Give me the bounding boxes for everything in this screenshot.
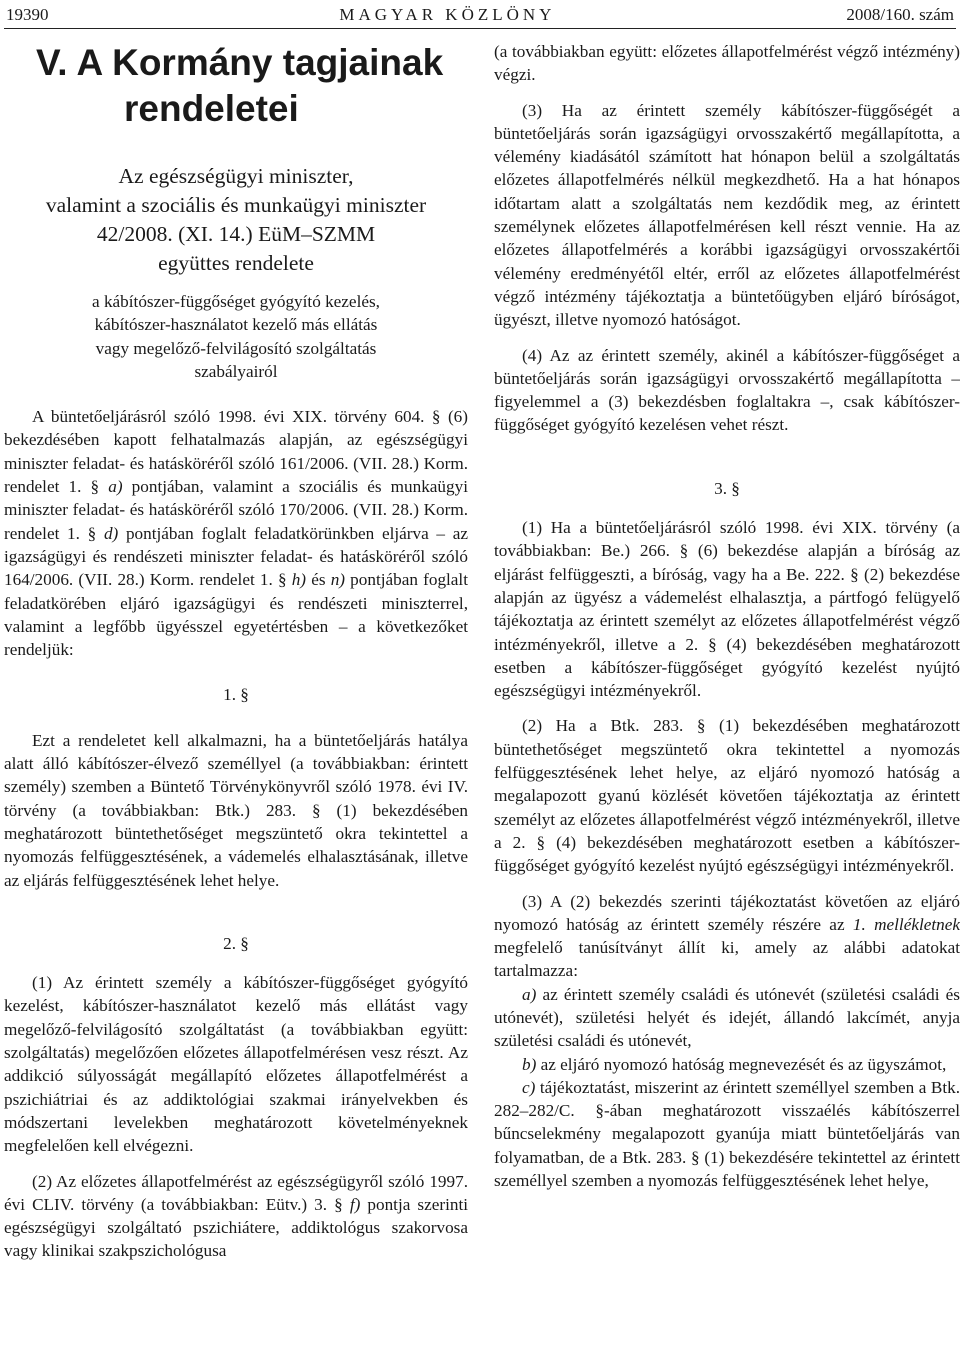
list-item-c bbox=[494, 1076, 960, 1192]
point-reference: f) bbox=[349, 1194, 361, 1214]
list-item-a bbox=[494, 983, 960, 1053]
decree-subject-line: kábítószer-használatot kezelő más ellátás bbox=[94, 315, 378, 335]
list-item-text: az eljáró nyomozó hatóság megnevezését és az ügyszámot, bbox=[536, 1054, 947, 1074]
decree-heading-line: 42/2008. (XI. 14.) EüM–SZMM bbox=[96, 222, 376, 246]
paragraph-2-sub-1: (1) Az érintett személy a kábítószer-függőséget gyógyító kezelést, kábítószer-használatot kezelő más ellátást vagy megelőző-felvilágosító szolgáltatást (a továbbiakban együtt: szolgáltatás) megelőzően előzetes állapotfelmérésen vesz részt. Az addikció súlyosságát megállapító előzetes állapotfelmérést a pszichiátriai és az addiktológiai szakmai irányelvekben és módszertani levelekben meghatározott követelményeknek megfelelően kell elvégezni. bbox=[4, 973, 468, 1156]
paragraph-3-sub-3 bbox=[494, 890, 960, 983]
preamble-point: d) bbox=[103, 523, 119, 543]
preamble-text: és bbox=[306, 570, 331, 590]
paragraph-text: pontja szerinti egészségügyi szolgáltató pszichiátere, addiktológus szakorvosa vagy klinikai szakpszichológusa bbox=[4, 1194, 468, 1261]
decree-subject-line: vagy megelőző-felvilágosító szolgáltatás bbox=[95, 338, 377, 358]
section-title-line2: rendeletei bbox=[124, 88, 299, 129]
issue-number: 2008/160. szám bbox=[846, 5, 954, 24]
decree-subject-line: szabályairól bbox=[194, 361, 278, 381]
preamble-text: pontjában foglalt feladatkörében eljáró igazságügyi és rendészeti miniszterrel, valamint a legfőbb ügyésszel egyetértésben – a következőket rendeljük: bbox=[4, 570, 468, 660]
paragraph-heading-1: 1. § bbox=[223, 685, 249, 705]
page-number: 19390 bbox=[6, 5, 49, 24]
paragraph-3-sub-2: (2) Ha a Btk. 283. § (1) bekezdésében meghatározott büntethetőséget megszüntető okra tekintettel a nyomozás felfüggesztésének lehet helye, az eljáró nyomozó hatóság a megalapozott gyanú közlését követően tájékoztatja az érintett személyt az előzetes állapotfelmérést végző intézményekről, illetve a 2. § (4) bekezdésében meghatározott esetben a kábítószer-függőséget gyógyító kezelést nyújtó egészségügyi intézményekről. bbox=[494, 716, 960, 876]
preamble bbox=[4, 405, 468, 661]
paragraph-3-sub-1: (1) Ha a büntetőeljárásról szóló 1998. évi XIX. törvény (a továbbiakban: Be.) 266. § (6) bekezdése alapján a bíróság az eljárást felfüggeszti, a bíróság, vagy ha a Be. 222. § (2) bekezdése alapján az ügyész a vádemelést elhalasztja, a pártfogó felügyelő tájékoztatja az érintett személyt az előzetes állapotfelmérést végző intézményekről, illetve a 2. § (4) bekezdésében meghatározott esetben a kábítószer-függőséget gyógyító kezelést nyújtó egészségügyi intézményekről. bbox=[494, 518, 960, 701]
decree-heading bbox=[4, 162, 468, 278]
paragraph-1-text: Ezt a rendeletet kell alkalmazni, ha a büntetőeljárás hatálya alatt álló kábítószer-élvező személlyel (a továbbiakban: érintett személy) szemben a Büntető Törvénykönyvről szóló 1978. évi IV. törvény (a továbbiakban: Btk.) 283. § (1) bekezdésében meghatározott büntethetőséget megszüntető okra tekintettel a nyomozás felfüggesztésének, a vádemelés elhalasztásának, illetve az eljárás felfüggesztésének lehet helye. bbox=[4, 730, 468, 890]
list-item-b bbox=[494, 1053, 960, 1076]
preamble-text: pontjában, valamint a szociális és munkaügyi miniszter feladat- és hatásköréről szóló 170/2006. (VII. 28.) Korm. rendelet 1. § bbox=[4, 477, 468, 543]
paragraph-heading-3: 3. § bbox=[714, 478, 740, 498]
annex-reference: 1. mellékletnek bbox=[852, 914, 960, 934]
paragraph-text: (3) A (2) bekezdés szerinti tájékoztatást követően az eljáró nyomozó hatóság az érintett személy részére az bbox=[494, 891, 960, 934]
preamble-point: a) bbox=[108, 477, 123, 497]
right-column bbox=[494, 40, 960, 1192]
decree-heading-line: együttes rendelete bbox=[158, 251, 314, 275]
decree-subject-line: a kábítószer-függőséget gyógyító kezelés, bbox=[92, 292, 380, 311]
decree-heading-line: Az egészségügyi miniszter, bbox=[118, 164, 354, 188]
list-item-text: tájékoztatást, miszerint az érintett személlyel szemben a Btk. 282–282/C. §-ában meghatározott visszaélés kábítószerrel bűncselekmény megalapozott gyanúja miatt büntetőeljárás van folyamatban, de a Btk. 283. § (1) bekezdésére tekintettel az érintett személlyel szemben a nyomozás felfüggesztésének lehet helye, bbox=[494, 1077, 960, 1191]
list-item-text: az érintett személy családi és utónevét (születési családi és utónevét), születési helyét és idejét, állandó lakcímét, anyja születési családi és utónevét, bbox=[494, 984, 960, 1051]
list-item-label: b) bbox=[522, 1054, 537, 1074]
section-title bbox=[4, 40, 468, 132]
paragraph-heading-2: 2. § bbox=[223, 933, 249, 953]
preamble-text: pontjában foglalt feladatkörünkben eljárva – az igazságügyi és rendészeti miniszter feladat- és hatásköréről szóló 164/2006. (VII. 28.) Korm. rendelet 1. § bbox=[4, 523, 468, 590]
decree-heading-line: valamint a szociális és munkaügyi miniszter bbox=[45, 193, 427, 217]
left-column bbox=[4, 40, 468, 1263]
paragraph-text: (2) Az előzetes állapotfelmérést az egészségügyről szóló 1997. évi CLIV. törvény (a továbbiakban: Eütv.) 3. § bbox=[4, 1171, 468, 1214]
list-item-label: c) bbox=[522, 1077, 536, 1097]
paragraph-text: megfelelő tanúsítványt állít ki, amely az alábbi adatokat tartalmazza: bbox=[494, 938, 960, 981]
paragraph-2-sub-2 bbox=[4, 1170, 468, 1263]
continuation-text: (a továbbiakban együtt: előzetes állapotfelmérést végző intézmény) végzi. bbox=[494, 42, 960, 85]
list-item-label: a) bbox=[522, 984, 537, 1004]
page-header bbox=[4, 2, 956, 29]
paragraph-2-sub-4: (4) Az az érintett személy, akinél a kábítószer-függőséget a büntetőeljárás során igazságügyi orvosszakértő megállapította – figyelemmel a (3) bekezdésben foglaltakra –, csak kábítószer-függőséget gyógyító kezelésen vehet részt. bbox=[494, 345, 960, 435]
paragraph-2-sub-3: (3) Ha az érintett személy kábítószer-függőségét a büntetőeljárás során igazságügyi orvosszakértő megállapította, a vélemény kiadásától számított hat hónapon belül a szolgáltatás előzetes állapotfelmérés nélkül megkezdhető. Ha a hat hónapos időtartam alatt a szolgáltatás nem kezdődik meg, az érintett személynek előzetes állapotfelmérésen kell részt vennie. Ha az előzetes állapotfelmérés a korábbi igazságügyi orvosszakértői vélemény eredményétől eltér, erről az előzetes állapotfelmérést végző intézmény tájékoztatja a büntetőügyben eljáró bíróságot, ügyészt, illetve nyomozó hatóságot. bbox=[494, 100, 960, 330]
section-title-line1: V. A Kormány tagjainak bbox=[36, 42, 444, 83]
journal-title: MAGYAR KÖZLÖNY bbox=[339, 5, 556, 24]
decree-subject bbox=[4, 290, 468, 383]
preamble-point: n) bbox=[330, 570, 346, 590]
preamble-point: h) bbox=[291, 570, 307, 590]
preamble-text: A büntetőeljárásról szóló 1998. évi XIX. törvény 604. § (6) bekezdésében kapott felhatalmazás alapján, az egészségügyi miniszter feladat- és hatásköréről szóló 161/2006. (VII. 28.) Korm. rendelet 1. § bbox=[4, 407, 468, 497]
